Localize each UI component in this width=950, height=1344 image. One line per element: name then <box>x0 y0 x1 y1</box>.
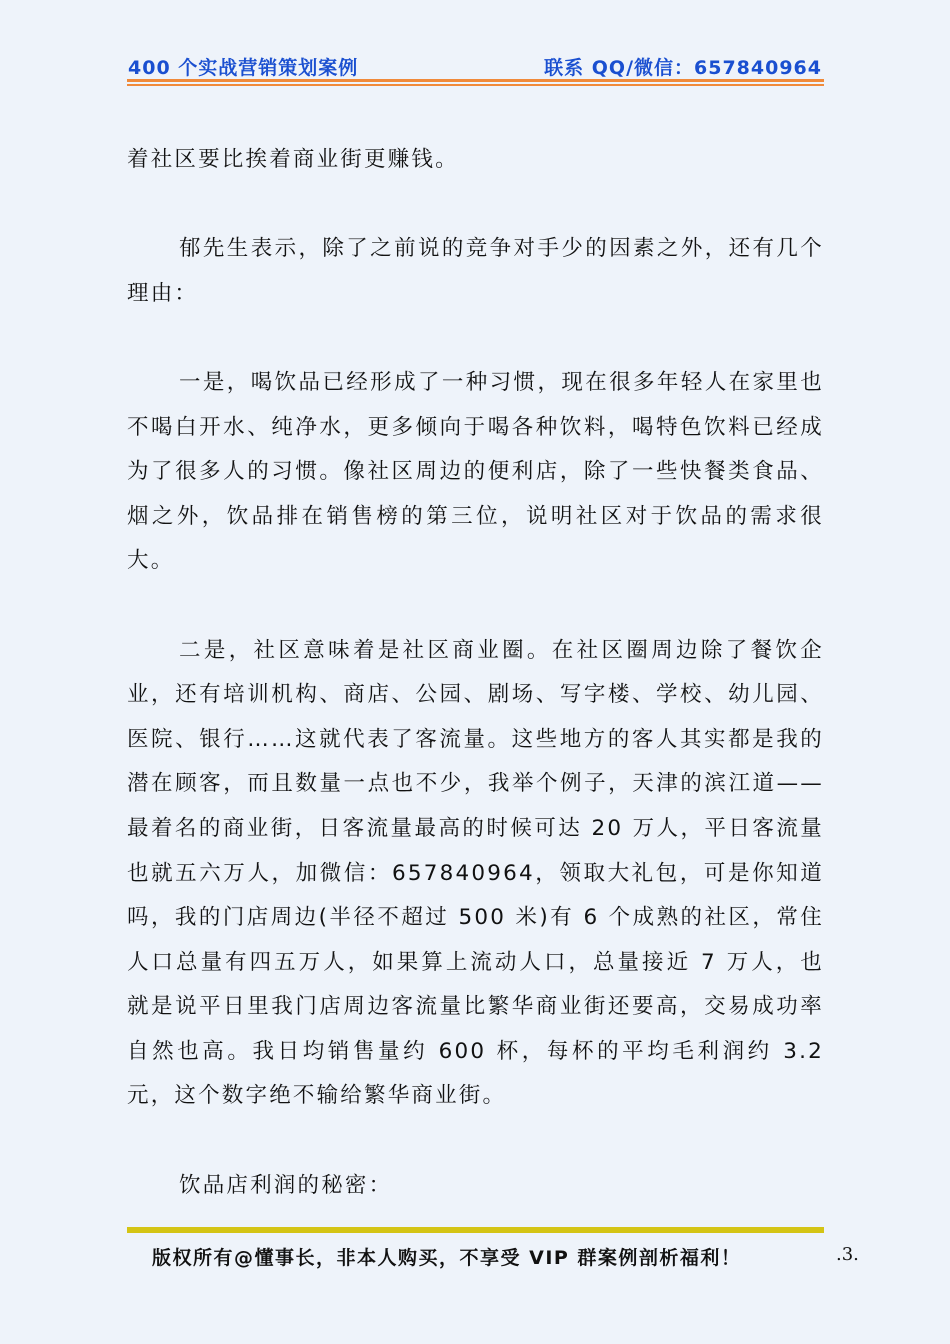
header-divider <box>127 79 824 82</box>
paragraph-spacer <box>127 584 824 629</box>
body-paragraph-1: 着社区要比挨着商业街更赚钱。 <box>127 147 459 172</box>
footer-divider <box>127 1227 824 1233</box>
body-paragraph-5: 饮品店利润的秘密： <box>179 1172 393 1198</box>
body-paragraph-3: 一是，喝饮品已经形成了一种习惯，现在很多年轻人在家里也不喝白开水、纯净水，更多倾向于喝各种饮料，喝特色饮料已经成为了很多人的习惯。像社区周边的便利店，除了一些快餐类食品、烟之外，饮品排在销售榜的第三位，说明社区对于饮品的需求很大。 <box>127 369 824 574</box>
page-number: .3. <box>836 1244 859 1265</box>
body-paragraph-2: 郁先生表示，除了之前说的竞争对手少的因素之外，还有几个理由： <box>127 236 824 306</box>
paragraph-spacer <box>127 1119 824 1164</box>
document-body <box>127 138 824 1208</box>
header-title: 400 个实战营销策划案例 <box>128 57 359 79</box>
footer-copyright: 版权所有@懂事长，非本人购买，不享受 VIP 群案例剖析福利！ <box>152 1247 742 1269</box>
header-contact: 联系 QQ/微信：657840964 <box>544 57 822 79</box>
paragraph-spacer <box>127 316 824 361</box>
paragraph-spacer <box>127 183 824 228</box>
body-paragraph-4: 二是，社区意味着是社区商业圈。在社区圈周边除了餐饮企业，还有培训机构、商店、公园、剧场、写字楼、学校、幼儿园、医院、银行……这就代表了客流量。这些地方的客人其实都是我的潜在顾客，而且数量一点也不少，我举个例子，天津的滨江道——最着名的商业街，日客流量最高的时候可达 20 万人，平日客流量也就五六万人，加微信：657840964，领取大礼包，可是你知道吗，我的门店周边(半径不超过 500 米)有 6 个成熟的社区，常住人口总量有四五万人，如果算上流动人口，总量接近 7 万人，也就是说平日里我门店周边客流量比繁华商业街还要高，交易成功率自然也高。我日均销售量约 600 杯，每杯的平均毛利润约 3.2 元，这个数字绝不输给繁华商业街。 <box>127 637 824 1109</box>
header-divider-secondary <box>127 84 824 86</box>
